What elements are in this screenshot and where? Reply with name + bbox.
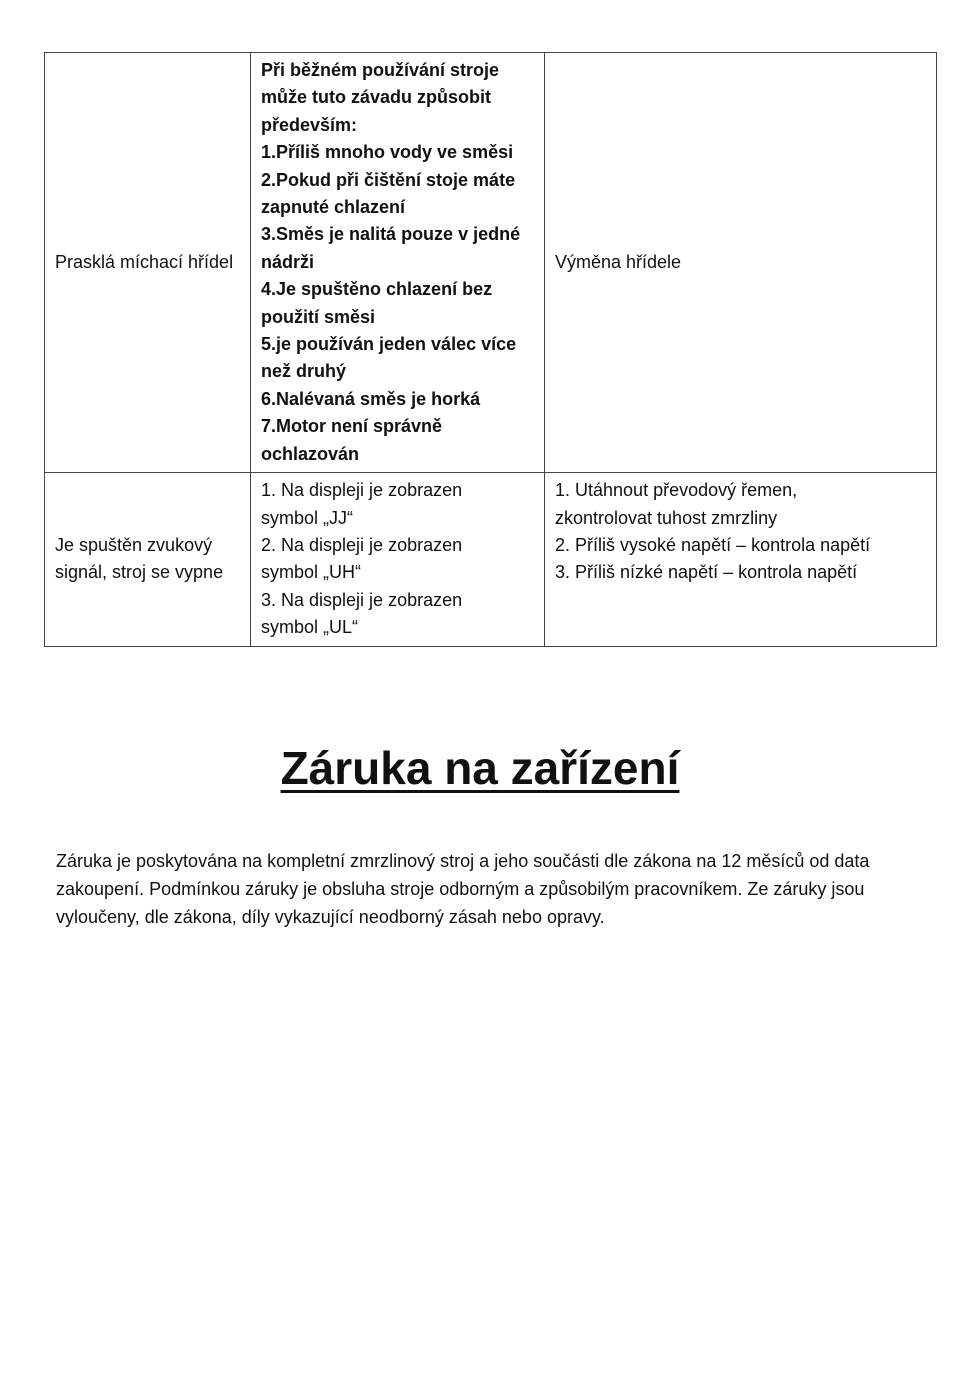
fault-cell	[45, 53, 251, 473]
remedy-cell	[545, 473, 937, 646]
cause-line: 4.Je spuštěno chlazení bez	[261, 279, 493, 300]
cause-line: především:	[261, 114, 358, 135]
cause-line: 6.Nalévaná směs je horká	[261, 388, 481, 409]
table-row	[45, 53, 937, 473]
fault-text: Prasklá míchací hřídel	[55, 251, 234, 272]
cause-line: symbol „JJ“	[261, 507, 354, 528]
cause-line: 2. Na displeji je zobrazen	[261, 534, 463, 555]
remedy-line: 1. Utáhnout převodový řemen,	[555, 480, 798, 501]
cause-line: 3.Směs je nalitá pouze v jedné	[261, 224, 521, 245]
cause-line: 7.Motor není správně	[261, 416, 443, 437]
cause-line: symbol „UL“	[261, 617, 359, 638]
remedy-line: zkontrolovat tuhost zmrzliny	[555, 507, 778, 528]
troubleshooting-table	[44, 52, 937, 647]
table-row	[45, 473, 937, 646]
warranty-title	[0, 738, 960, 798]
remedy-cell	[545, 53, 937, 473]
cause-line: zapnuté chlazení	[261, 197, 406, 218]
fault-cell	[45, 473, 251, 646]
cause-line: 1. Na displeji je zobrazen	[261, 480, 463, 501]
cause-line: 1.Příliš mnoho vody ve směsi	[261, 142, 514, 163]
cause-line: nádrži	[261, 251, 315, 272]
warranty-paragraph: Záruka je poskytována na kompletní zmrzlinový stroj a jeho součásti dle zákona na 12 měsíců od data zakoupení. Podmínkou záruky je obsluha stroje odborným a způsobilým pracovníkem. Ze záruky jsou vyloučeny, dle zákona, díly vykazující neodborný zásah nebo opravy.	[56, 851, 870, 927]
fault-text: Je spuštěn zvukový signál, stroj se vypne	[55, 534, 224, 583]
remedy-line: Výměna hřídele	[555, 251, 682, 272]
cause-line: 5.je používán jeden válec více	[261, 334, 517, 355]
cause-line: použití směsi	[261, 306, 376, 327]
cause-line: než druhý	[261, 361, 347, 382]
cause-line: 2.Pokud při čištění stoje máte	[261, 169, 516, 190]
cause-line: Při běžném používání stroje	[261, 60, 500, 80]
cause-cell	[251, 473, 545, 646]
cause-line: symbol „UH“	[261, 562, 362, 583]
cause-line: ochlazován	[261, 443, 360, 464]
cause-line: 3. Na displeji je zobrazen	[261, 589, 463, 610]
cause-cell	[251, 53, 545, 473]
remedy-line: 3. Příliš nízké napětí – kontrola napětí	[555, 562, 858, 583]
warranty-title-text: Záruka na zařízení	[280, 742, 680, 794]
remedy-line: 2. Příliš vysoké napětí – kontrola napětí	[555, 534, 871, 555]
cause-line: může tuto závadu způsobit	[261, 87, 492, 108]
